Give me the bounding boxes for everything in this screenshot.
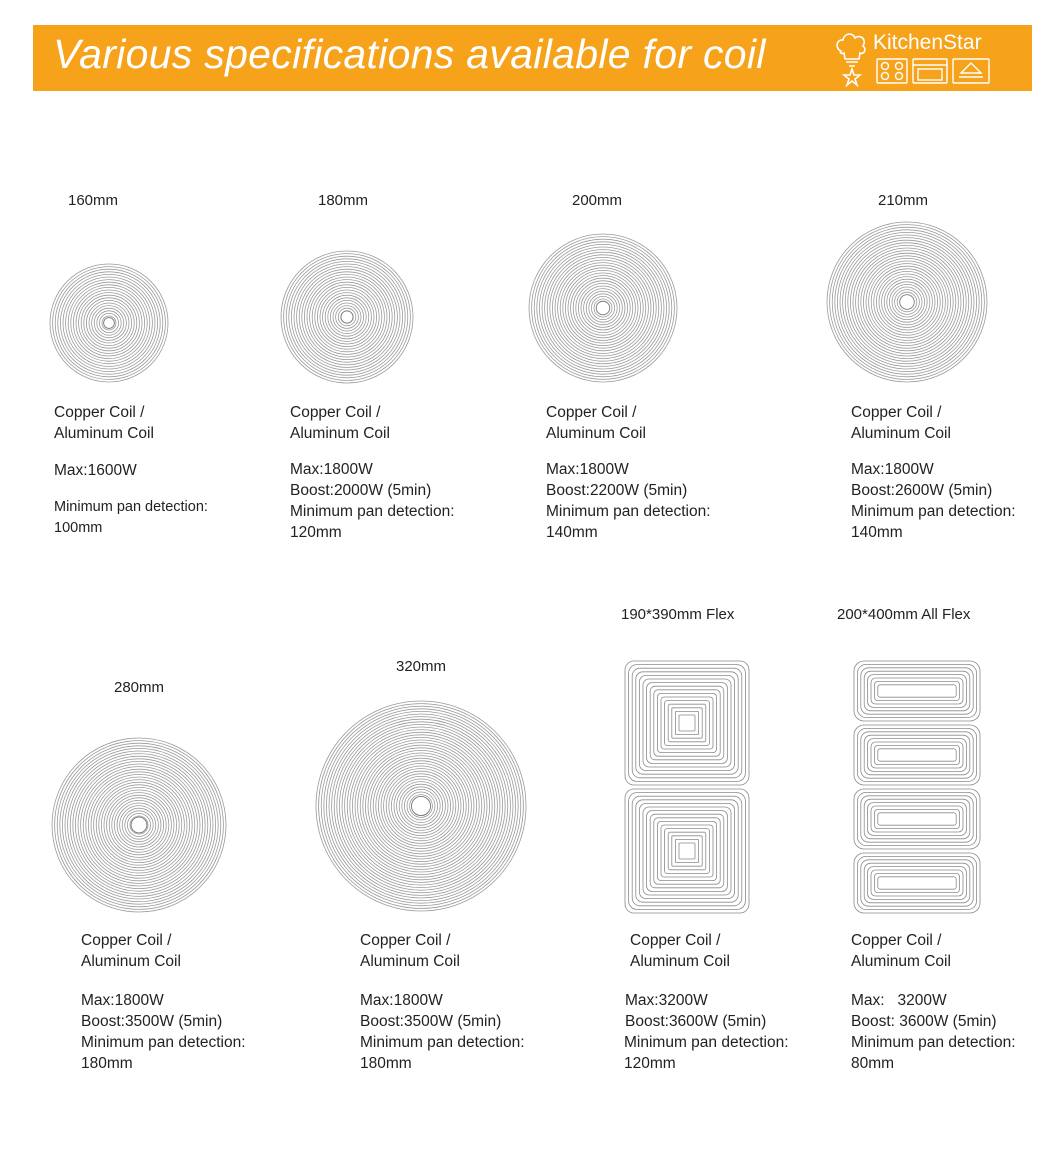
material-line-2: Aluminum Coil	[546, 425, 646, 442]
kitchenstar-logo	[833, 29, 1023, 87]
min-pan-value: 120mm	[290, 524, 342, 541]
spec-block	[546, 402, 711, 543]
min-pan-label: Minimum pan detection:	[624, 1034, 789, 1051]
max-power: Max:3200W	[625, 992, 708, 1009]
spec-block	[81, 930, 246, 1074]
min-pan-label: Minimum pan detection:	[546, 503, 711, 520]
round-coil-graphic	[826, 221, 988, 383]
min-pan-value: 180mm	[360, 1055, 412, 1072]
max-power: Max:1800W	[360, 992, 443, 1009]
max-power: Max:1600W	[54, 462, 137, 479]
max-power: Max:1800W	[81, 992, 164, 1009]
max-power: Max: 3200W	[851, 992, 947, 1009]
size-label: 180mm	[318, 192, 369, 209]
max-power: Max:1800W	[851, 461, 934, 478]
round-coil-graphic	[315, 700, 527, 912]
material-line-1: Copper Coil /	[546, 404, 637, 421]
size-label: 200*400mm All Flex	[837, 606, 971, 623]
size-label: 200mm	[572, 192, 623, 209]
spec-block	[290, 402, 455, 543]
min-pan-label: Minimum pan detection:	[54, 499, 208, 515]
size-label: 320mm	[396, 658, 447, 675]
boost-power: Boost:3500W (5min)	[360, 1013, 502, 1030]
material-line-2: Aluminum Coil	[54, 425, 154, 442]
all-flex-coil-graphic	[853, 660, 981, 914]
material-line-2: Aluminum Coil	[630, 953, 730, 970]
size-label: 210mm	[878, 192, 929, 209]
material-line-2: Aluminum Coil	[851, 425, 951, 442]
min-pan-label: Minimum pan detection:	[360, 1034, 525, 1051]
spec-block	[624, 930, 789, 1074]
material-line-2: Aluminum Coil	[360, 953, 460, 970]
material-line-1: Copper Coil /	[290, 404, 381, 421]
material-line-2: Aluminum Coil	[290, 425, 390, 442]
header-banner	[33, 25, 1032, 91]
min-pan-value: 180mm	[81, 1055, 133, 1072]
spec-block	[851, 402, 1016, 543]
spec-block	[851, 930, 1016, 1074]
min-pan-label: Minimum pan detection:	[290, 503, 455, 520]
material-line-1: Copper Coil /	[360, 932, 451, 949]
spec-block	[54, 402, 208, 539]
boost-power: Boost:2200W (5min)	[546, 482, 688, 499]
boost-power: Boost:3600W (5min)	[625, 1013, 767, 1030]
material-line-1: Copper Coil /	[81, 932, 172, 949]
boost-power: Boost:3500W (5min)	[81, 1013, 223, 1030]
min-pan-value: 140mm	[546, 524, 598, 541]
page-title: Various specifications available for coil	[53, 31, 766, 77]
material-line-1: Copper Coil /	[630, 932, 721, 949]
material-line-1: Copper Coil /	[851, 404, 942, 421]
round-coil-graphic	[51, 737, 227, 913]
min-pan-value: 140mm	[851, 524, 903, 541]
min-pan-label: Minimum pan detection:	[851, 1034, 1016, 1051]
size-label: 160mm	[68, 192, 119, 209]
round-coil-graphic	[49, 263, 169, 383]
boost-power: Boost:2000W (5min)	[290, 482, 432, 499]
material-line-2: Aluminum Coil	[851, 953, 951, 970]
min-pan-label: Minimum pan detection:	[851, 503, 1016, 520]
boost-power: Boost:2600W (5min)	[851, 482, 993, 499]
min-pan-value: 120mm	[624, 1055, 676, 1072]
max-power: Max:1800W	[546, 461, 629, 478]
min-pan-label: Minimum pan detection:	[81, 1034, 246, 1051]
flex-coil-graphic	[624, 660, 750, 914]
material-line-1: Copper Coil /	[851, 932, 942, 949]
boost-power: Boost: 3600W (5min)	[851, 1013, 997, 1030]
size-label: 190*390mm Flex	[621, 606, 735, 623]
round-coil-graphic	[280, 250, 414, 384]
size-label: 280mm	[114, 679, 165, 696]
min-pan-value: 100mm	[54, 520, 103, 536]
material-line-2: Aluminum Coil	[81, 953, 181, 970]
max-power: Max:1800W	[290, 461, 373, 478]
spec-block	[360, 930, 525, 1074]
logo-wordmark: KitchenStar	[873, 31, 982, 54]
round-coil-graphic	[528, 233, 678, 383]
min-pan-value: 80mm	[851, 1055, 895, 1072]
material-line-1: Copper Coil /	[54, 404, 145, 421]
